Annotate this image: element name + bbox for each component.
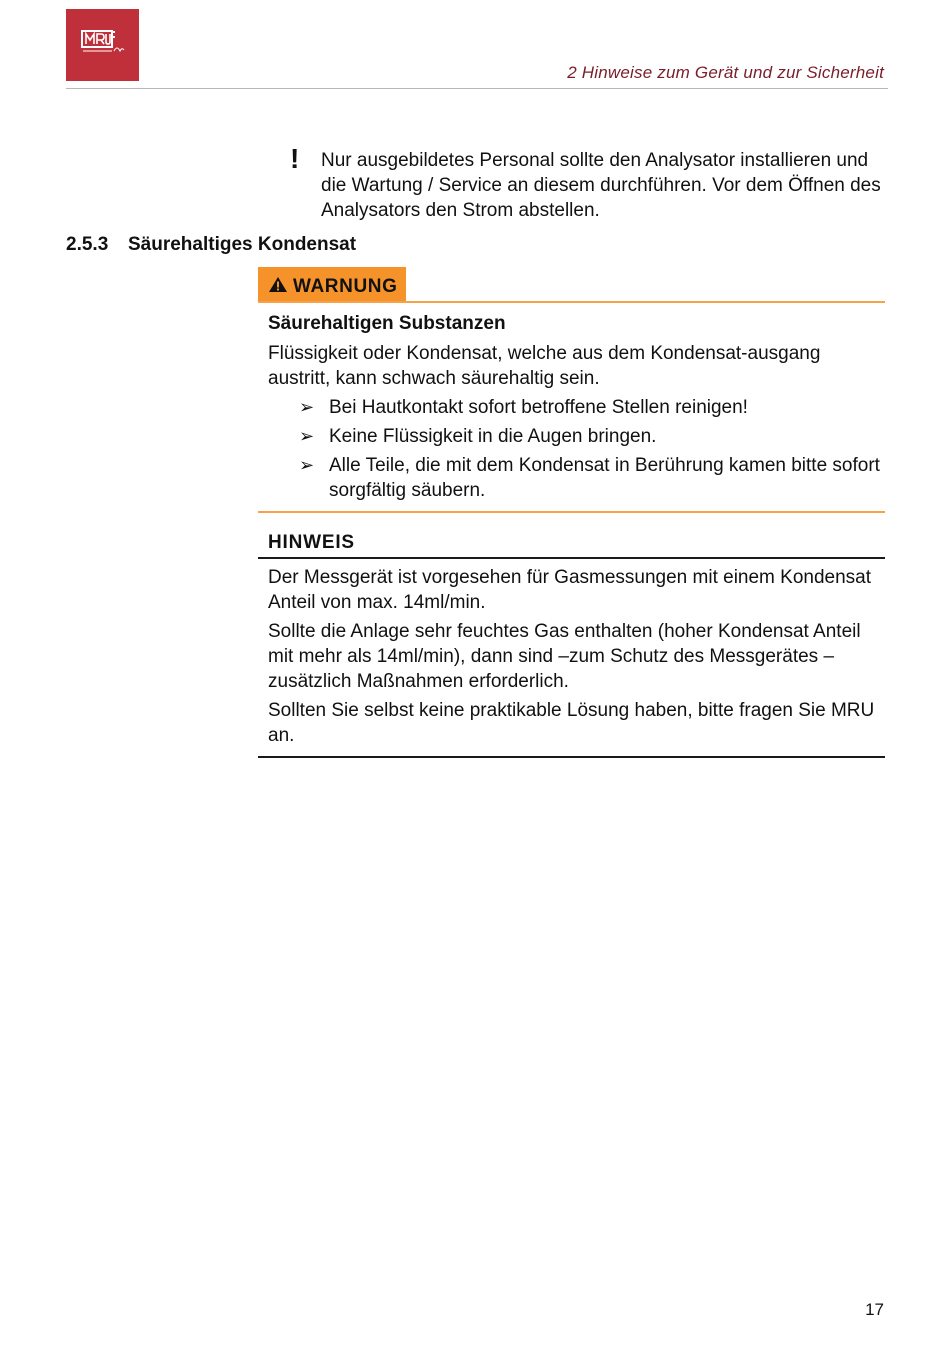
list-item: ➢ Alle Teile, die mit dem Kondensat in Berührung kamen bitte sofort sorgfältig säubern. bbox=[299, 455, 880, 501]
hinweis-paragraph: Sollte die Anlage sehr feuchtes Gas enthalten (hoher Kondensat Anteil mit mehr als 14ml/min), dann sind –zum Schutz des Messgerätes – zusätzlich Maßnahmen erforderlich. bbox=[268, 621, 861, 692]
safety-note bbox=[290, 143, 890, 223]
arrow-bullet-icon: ➢ bbox=[299, 426, 315, 446]
hinweis-paragraph: Sollten Sie selbst keine praktikable Lösung haben, bitte fragen Sie MRU an. bbox=[268, 700, 875, 746]
hinweis-bottom-rule bbox=[258, 756, 885, 758]
mru-logo-icon bbox=[66, 9, 139, 81]
header-divider bbox=[66, 88, 888, 89]
hinweis-content bbox=[258, 559, 885, 756]
hinweis-paragraph: Der Messgerät ist vorgesehen für Gasmessungen mit einem Kondensat Anteil von max. 14ml/min. bbox=[268, 567, 872, 613]
section-number: 2.5.3 bbox=[66, 234, 109, 255]
warning-label bbox=[258, 267, 406, 301]
warning-body: Flüssigkeit oder Kondensat, welche aus dem Kondensat-ausgang austritt, kann schwach säurehaltig sein. bbox=[268, 343, 821, 389]
section-heading bbox=[66, 233, 356, 257]
hinweis-title: HINWEIS bbox=[268, 532, 355, 553]
warning-triangle-icon bbox=[268, 268, 288, 308]
list-item: ➢ Bei Hautkontakt sofort betroffene Stellen reinigen! bbox=[299, 397, 748, 418]
running-header: 2 Hinweise zum Gerät und zur Sicherheit bbox=[567, 63, 884, 82]
warning-heading: Säurehaltigen Substanzen bbox=[268, 313, 506, 334]
warning-label-text: WARNUNG bbox=[293, 276, 398, 297]
warning-content bbox=[258, 303, 885, 511]
arrow-bullet-icon: ➢ bbox=[299, 397, 315, 417]
page-number: 17 bbox=[865, 1300, 884, 1319]
warning-box bbox=[258, 267, 885, 513]
section-title: Säurehaltiges Kondensat bbox=[128, 234, 357, 255]
warning-bullet-list bbox=[268, 395, 885, 503]
exclamation-icon: ! bbox=[290, 143, 300, 174]
warning-bottom-rule bbox=[258, 511, 885, 513]
arrow-bullet-icon: ➢ bbox=[299, 455, 315, 475]
list-item: ➢ Keine Flüssigkeit in die Augen bringen. bbox=[299, 426, 657, 447]
hinweis-box bbox=[258, 530, 885, 758]
safety-note-text: Nur ausgebildetes Personal sollte den Analysator installieren und die Wartung / Service an diesem durchführen. Vor dem Öffnen des Analysators den Strom abstellen. bbox=[321, 150, 881, 221]
